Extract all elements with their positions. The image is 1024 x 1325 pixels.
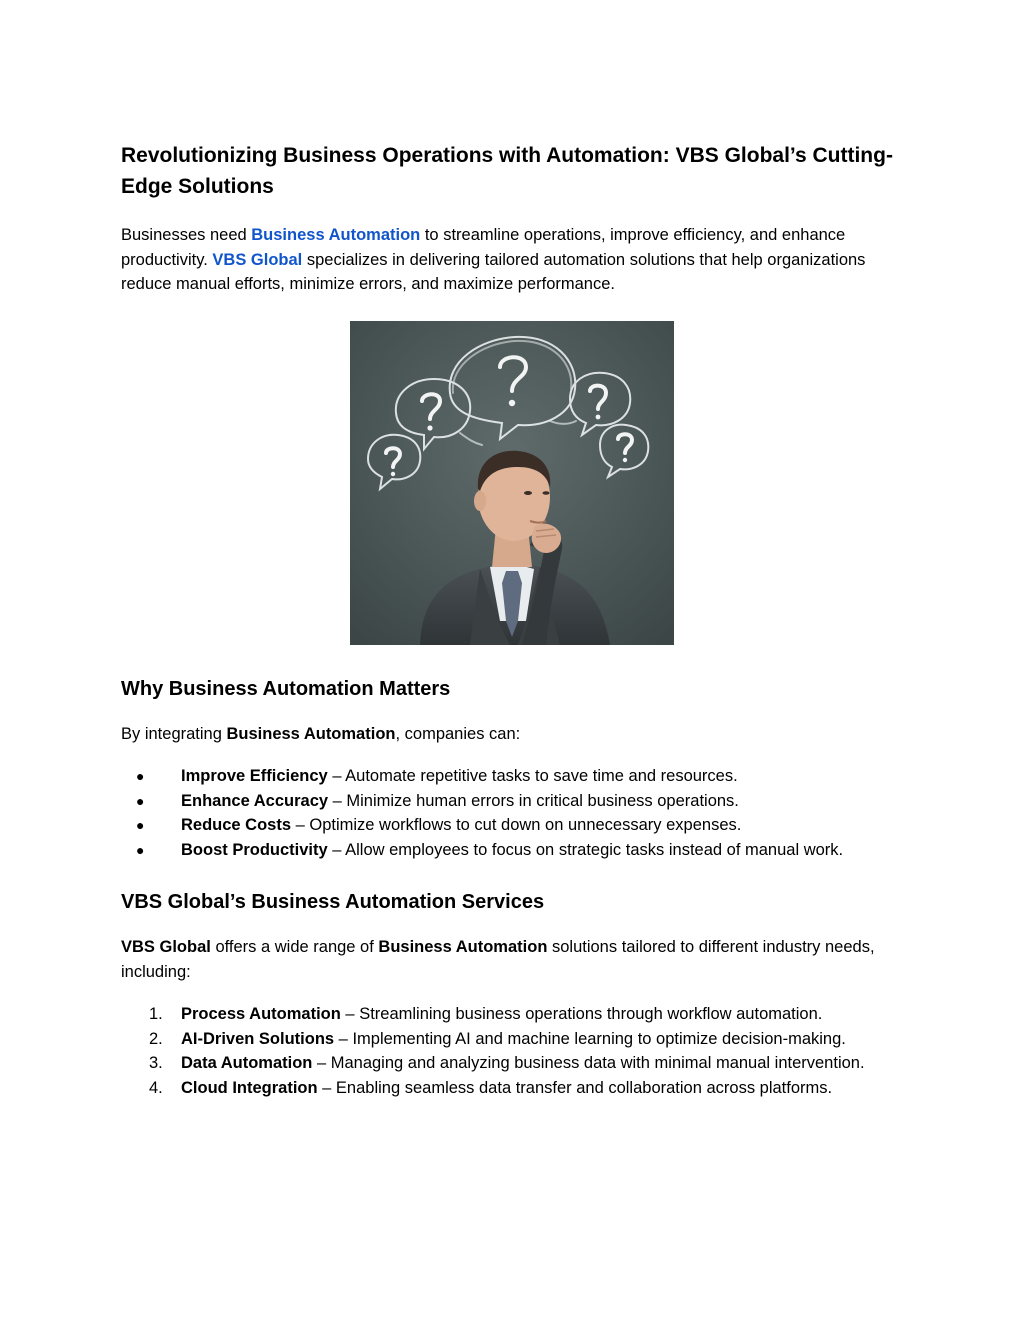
bullet-icon: ● [136,768,145,784]
list-item [121,813,881,838]
bullet-icon: ● [136,817,145,833]
bullet-icon: ● [136,841,145,858]
list-number: 3. [149,1054,163,1072]
benefit-title: Boost Productivity [181,840,328,859]
list-item [121,838,881,863]
list-item [121,1002,901,1027]
list-item [121,1027,901,1052]
intro-text-3: specializes in delivering tailored automation solutions that help organizations reduce manual efforts, minimize errors, and maximize performance. [121,250,866,293]
benefit-description: – Minimize human errors in critical business operations. [328,791,739,810]
document-page [121,140,911,1100]
intro-paragraph [121,223,891,297]
service-description: – Streamlining business operations through workflow automation. [340,1005,823,1023]
intro-text-1: Businesses need [121,226,252,244]
why-section-heading: Why Business Automation Matters [121,677,451,700]
benefits-list [121,764,911,862]
why-lead-paragraph [121,722,911,747]
service-title: Data Automation [181,1054,313,1072]
services-lead-bold-1: VBS Global [121,938,211,956]
services-lead-text-2: solutions tailored to different industry needs, including: [121,938,875,981]
intro-text-2: to streamline operations, improve efficiency, and enhance productivity. [121,226,846,269]
list-number: 1. [149,1005,163,1023]
service-title: Cloud Integration [181,1078,318,1097]
list-number: 4. [149,1078,163,1097]
services-lead-bold-2: Business Automation [378,938,548,956]
benefit-title: Reduce Costs [181,816,292,834]
list-number: 2. [149,1029,163,1048]
list-item [121,764,881,789]
list-item [121,1051,901,1076]
service-title: AI-Driven Solutions [181,1029,335,1048]
services-lead-text-1: offers a wide range of [210,938,379,956]
service-title: Process Automation [181,1005,341,1023]
services-section-heading: VBS Global’s Business Automation Services [121,891,545,913]
benefit-description: – Optimize workflows to cut down on unnecessary expenses. [291,816,742,834]
list-item [121,1076,901,1101]
why-lead-text-1: By integrating [121,724,227,743]
why-lead-bold: Business Automation [226,724,396,743]
business-automation-link[interactable]: Business Automation [251,226,421,244]
vbs-global-link[interactable]: VBS Global [212,250,303,269]
list-item [121,789,881,814]
benefit-title: Enhance Accuracy [181,791,329,810]
benefit-title: Improve Efficiency [181,767,328,785]
benefit-description: – Automate repetitive tasks to save time and resources. [327,767,738,785]
why-lead-text-2: , companies can: [395,724,521,743]
bullet-icon: ● [136,792,145,809]
benefit-description: – Allow employees to focus on strategic tasks instead of manual work. [327,840,844,859]
service-description: – Implementing AI and machine learning to optimize decision-making. [334,1029,846,1048]
services-list [121,1002,911,1100]
services-lead-paragraph [121,935,911,984]
thinking-businessman-image [350,321,674,645]
thinking-man-illustration [350,321,674,645]
page-title: Revolutionizing Business Operations with Automation: VBS Global’s Cutting-Edge Solutions [121,144,893,198]
service-description: – Enabling seamless data transfer and collaboration across platforms. [317,1078,833,1097]
service-description: – Managing and analyzing business data with minimal manual intervention. [312,1054,865,1072]
